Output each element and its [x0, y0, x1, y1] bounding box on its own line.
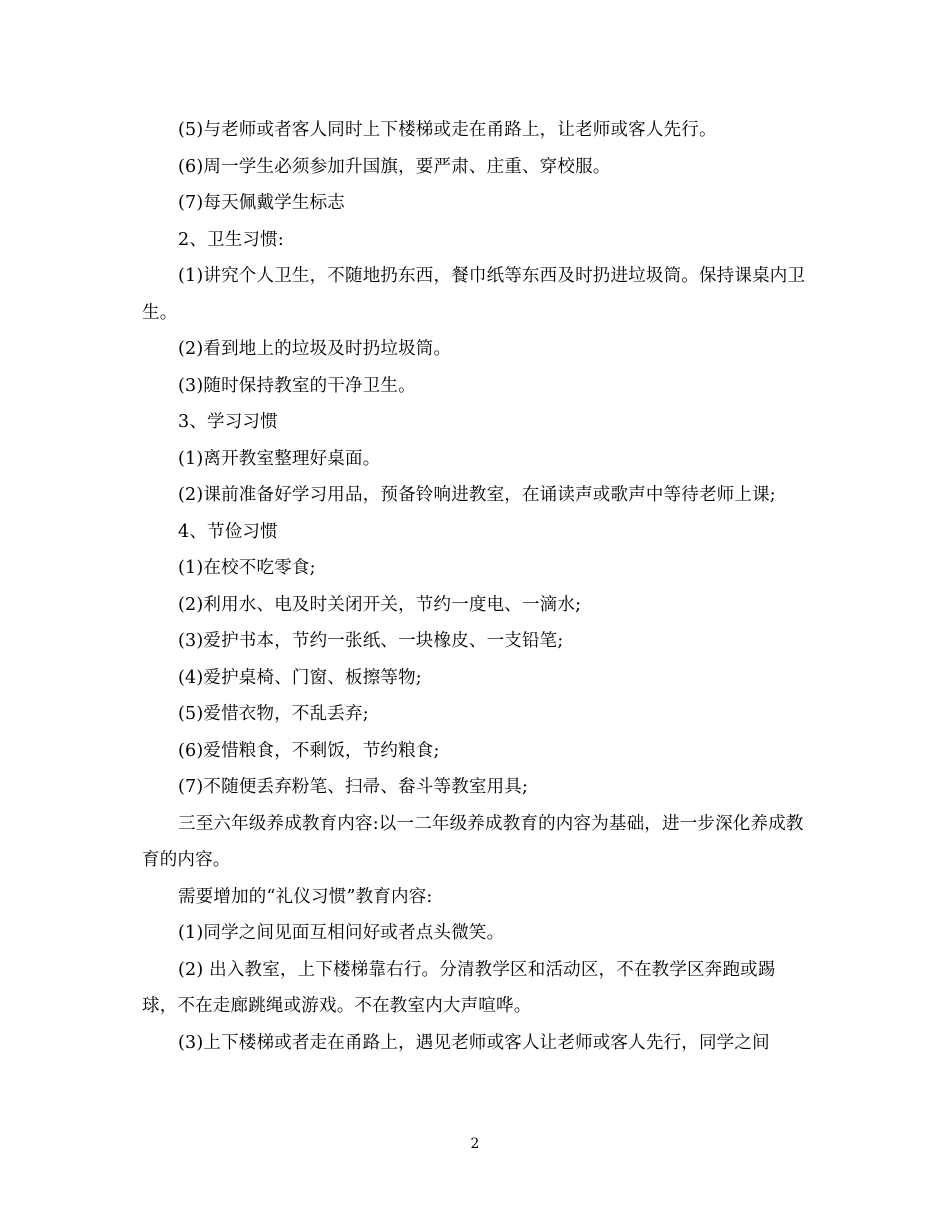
paragraph: (3)爱护书本，节约一张纸、一块橡皮、一支铅笔; — [178, 631, 564, 651]
paragraph: (5)爱惜衣物，不乱丢弃; — [178, 704, 369, 724]
paragraph: (6)爱惜粮食，不剩饭，节约粮食; — [178, 740, 440, 761]
paragraph: (2)课前准备好学习用品，预备铃响进教室，在诵读声或歌声中等待老师上课; — [178, 485, 776, 505]
section-heading-study: 3、学习习惯 — [178, 412, 278, 432]
paragraph: (4)爱护桌椅、门窗、板擦等物; — [178, 667, 422, 688]
paragraph: (6)周一学生必须参加升国旗，要严肃、庄重、穿校服。 — [178, 156, 611, 177]
paragraph: (3)上下楼梯或者走在甬路上，遇见老师或客人让老师或客人先行，同学之间 — [178, 1032, 770, 1053]
paragraph: (7)不随便丢弃粉笔、扫帚、畚斗等教室用具; — [178, 777, 529, 797]
paragraph: (2) 出入教室，上下楼梯靠右行。分清教学区和活动区，不在教学区奔跑或踢球，不在走廊跳绳或游戏。不在教室内大声喧哗。 — [142, 959, 776, 1016]
paragraph: (3)随时保持教室的干净卫生。 — [178, 375, 416, 396]
paragraph: (2)利用水、电及时关闭开关，节约一度电、一滴水; — [178, 594, 582, 615]
paragraph: (5)与老师或者客人同时上下楼梯或走在甬路上，让老师或客人先行。 — [178, 120, 717, 140]
paragraph: (1)在校不吃零食; — [178, 558, 316, 578]
paragraph: (1)离开教室整理好桌面。 — [178, 448, 381, 469]
paragraph: (1)同学之间见面互相问好或者点头微笑。 — [178, 923, 505, 943]
paragraph: (7)每天佩戴学生标志 — [178, 193, 345, 213]
paragraph: (1)讲究个人卫生，不随地扔东西，餐巾纸等东西及时扔进垃圾筒。保持课桌内卫生。 — [142, 266, 806, 323]
paragraph: (2)看到地上的垃圾及时扔垃圾筒。 — [178, 339, 452, 359]
section-heading-thrift: 4、节俭习惯 — [178, 521, 278, 542]
document-body — [142, 112, 810, 1061]
paragraph: 三至六年级养成教育内容:以一二年级养成教育的内容为基础，进一步深化养成教育的内容。 — [142, 813, 804, 870]
section-heading-hygiene: 2、卫生习惯: — [178, 229, 284, 250]
page-number: 2 — [470, 1136, 480, 1152]
paragraph: 需要增加的“礼仪习惯”教育内容: — [178, 886, 433, 907]
